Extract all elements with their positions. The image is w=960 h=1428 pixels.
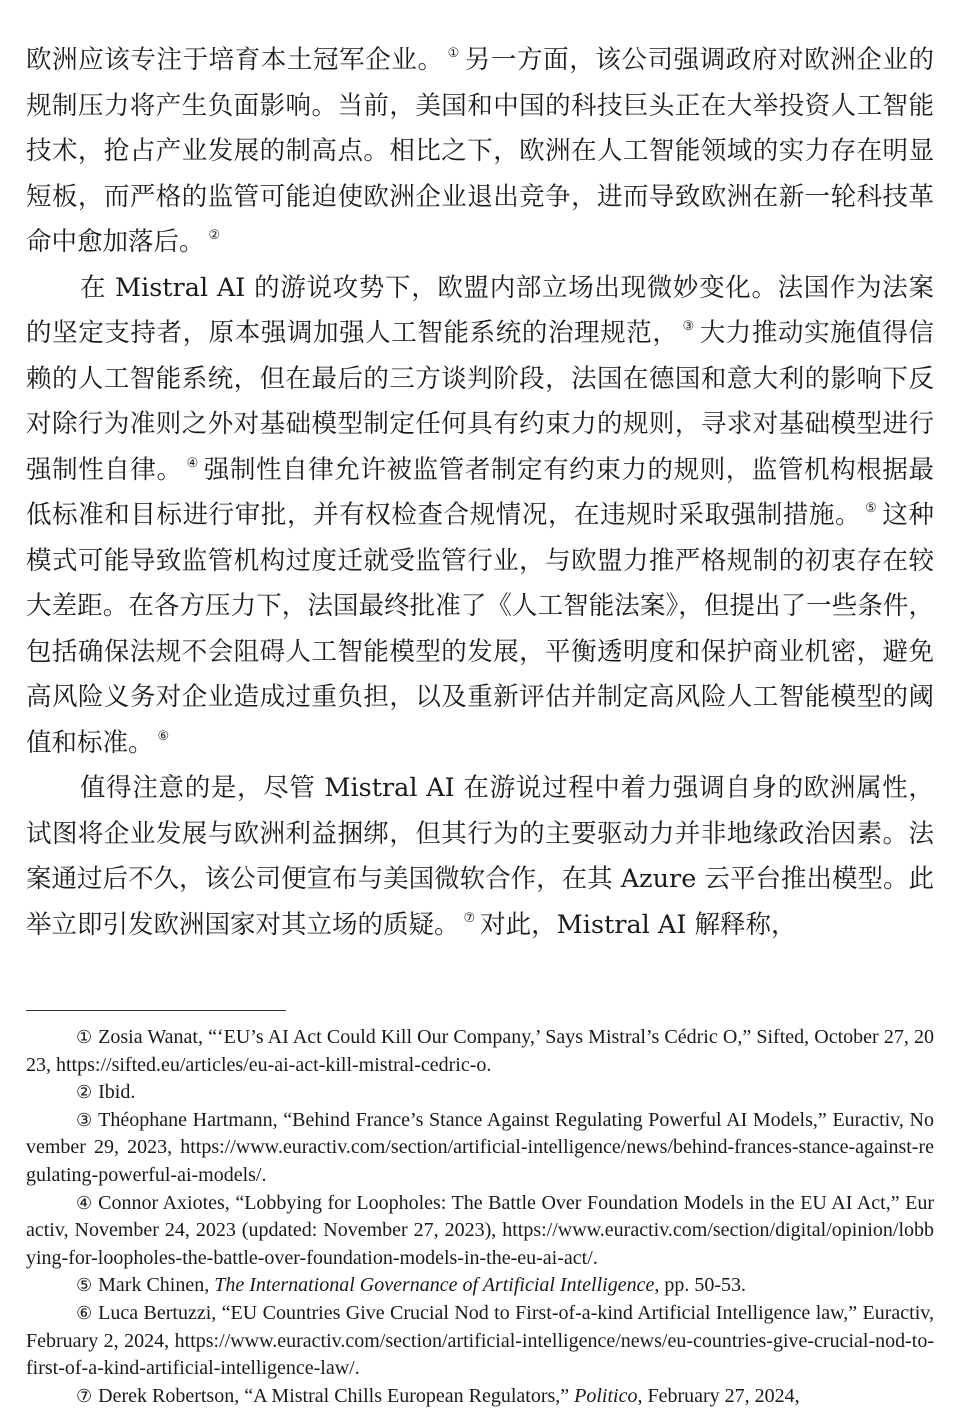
paragraph-1 <box>26 38 934 266</box>
footnote-text: , February 27, 2024, <box>637 1384 800 1407</box>
footnote-author: Derek Robertson, “A Mistral Chills European Regulators,” <box>98 1384 575 1407</box>
paragraph-text: 大力推动实施值得信赖的人工智能系统，但在最后的三方谈判阶段，法国在德国和意大利的影响下反对除行为准则之外对基础模型制定任何具有约束力的规则，寻求对基础模型进行强制性自律。 <box>26 318 934 485</box>
footnote-ref-4[interactable]: ④ <box>186 455 199 471</box>
footnote-7 <box>26 1383 934 1411</box>
paragraph-text: 强制性自律允许被监管者制定有约束力的规则，监管机构根据最低标准和目标进行审批，并有权检查合规情况，在违规时采取强制措施。 <box>26 454 934 530</box>
footnote-divider <box>26 1010 286 1011</box>
footnote-5 <box>26 1272 934 1300</box>
footnote-mark: ⑥ <box>76 1302 93 1324</box>
footnote-author: Mark Chinen, <box>98 1274 215 1297</box>
footnote-ref-3[interactable]: ③ <box>682 319 695 334</box>
footnote-mark: ④ <box>76 1192 93 1214</box>
footnote-3 <box>26 1107 934 1190</box>
footnotes <box>26 1024 934 1410</box>
footnote-1 <box>26 1024 934 1079</box>
paragraph-text: 值得注意的是，尽管 Mistral AI 在游说过程中着力强调自身的欧洲属性，试图将企业发展与欧洲利益捆绑，但其行为的主要驱动力并非地缘政治因素。法案通过后不久，该公司便宣布与美国微软合作，在其 Azure 云平台推出模型。此举立即引发欧洲国家对其立场的质疑。 <box>26 773 934 940</box>
footnote-text: , pp. 50-53. <box>654 1274 746 1297</box>
footnote-ref-5[interactable]: ⑤ <box>865 501 878 516</box>
document-body <box>26 38 934 948</box>
paragraph-text: 在 Mistral AI 的游说攻势下，欧盟内部立场出现微妙变化。法国作为法案的坚定支持者，原本强调加强人工智能系统的治理规范， <box>26 272 934 348</box>
footnote-mark: ② <box>76 1082 93 1104</box>
footnote-mark: ⑦ <box>76 1385 93 1407</box>
footnote-mark: ③ <box>76 1109 93 1131</box>
footnote-text: Connor Axiotes, “Lobbying for Loopholes: The Battle Over Foundation Models in the EU AI Act,” Euractiv, November 24, 2023 (updated: November 27, 2023), https://www.euractiv.com/section/digital/opinion/lobbying-for-loopholes-the-battle-over-foundation-models-in-the-eu-ai-act/. <box>26 1191 934 1269</box>
footnote-text: Luca Bertuzzi, “EU Countries Give Crucial Nod to First-of-a-kind Artificial Intelligence law,” Euractiv, February 2, 2024, https://www.euractiv.com/section/artificial-intelligence/news/eu-countries-give-crucial-nod-to-first-of-a-kind-artificial-intelligence-law/. <box>26 1301 934 1380</box>
footnote-ref-6[interactable]: ⑥ <box>157 728 170 744</box>
footnote-ref-2[interactable]: ② <box>208 228 221 243</box>
footnote-2 <box>26 1079 934 1107</box>
footnote-text: Théophane Hartmann, “Behind France’s Stance Against Regulating Powerful AI Models,” Euractiv, November 29, 2023, https://www.euractiv.com/section/artificial-intelligence/news/behind-frances-stance-against-regulating-powerful-ai-models/. <box>26 1108 934 1186</box>
footnote-6 <box>26 1300 934 1383</box>
footnote-book-title: The International Governance of Artificial Intelligence <box>214 1274 655 1297</box>
paragraph-text: 另一方面，该公司强调政府对欧洲企业的规制压力将产生负面影响。当前，美国和中国的科技巨头正在大举投资人工智能技术，抢占产业发展的制高点。相比之下，欧洲在人工智能领域的实力存在明显短板，而严格的监管可能迫使欧洲企业退出竞争，进而导致欧洲在新一轮科技革命中愈加落后。 <box>26 45 934 257</box>
footnote-mark: ① <box>76 1027 93 1048</box>
footnote-text: Zosia Wanat, “‘EU’s AI Act Could Kill Our Company,’ Says Mistral’s Cédric O,” Sifted, October 27, 2023, https://sifted.eu/articles/eu-ai-act-kill-mistral-cedric-o. <box>26 1026 934 1076</box>
footnote-text: Ibid. <box>98 1081 136 1104</box>
paragraph-text: 这种模式可能导致监管机构过度迁就受监管行业，与欧盟力推严格规制的初衷存在较大差距。在各方压力下，法国最终批准了《人工智能法案》，但提出了一些条件，包括确保法规不会阻碍人工智能模型的发展，平衡透明度和保护商业机密，避免高风险义务对企业造成过重负担，以及重新评估并制定高风险人工智能模型的阈值和标准。 <box>26 500 934 758</box>
paragraph-2 <box>26 266 934 767</box>
paragraph-text: 欧洲应该专注于培育本土冠军企业。 <box>26 45 444 75</box>
footnote-mark: ⑤ <box>76 1275 93 1297</box>
footnote-ref-7[interactable]: ⑦ <box>463 910 476 926</box>
footnote-4 <box>26 1190 934 1273</box>
paragraph-3 <box>26 766 934 948</box>
paragraph-text: 对此，Mistral AI 解释称， <box>480 909 797 940</box>
footnote-publication-title: Politico <box>574 1384 638 1407</box>
footnote-ref-1[interactable]: ① <box>447 46 460 61</box>
